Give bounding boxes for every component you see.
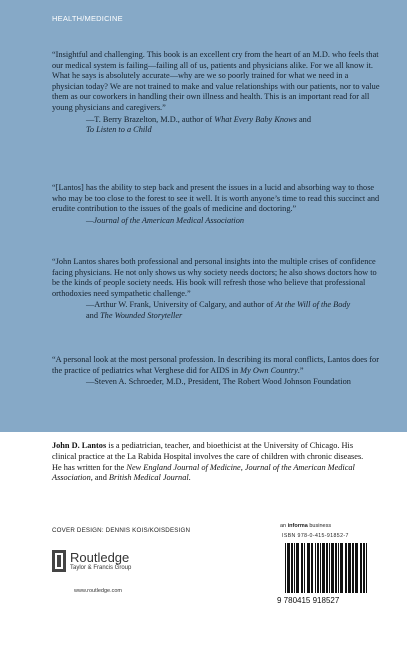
journal-name-2: Journal of the American Medical Association	[52, 462, 355, 483]
quote-text: “John Lantos shares both professional and personal insights into the multiple crises of confidence facing physicians. He not only shows us why society needs doctors; he also shows doctors how to be the kinds of people society needs. His book will refresh those who believe that professional orthodoxies need sympathetic challenge.”	[52, 257, 377, 298]
barcode-digits: 9 780415 918527	[277, 596, 340, 605]
bio-separator: , and	[90, 473, 109, 483]
barcode-bars	[285, 543, 367, 593]
barcode-bar	[317, 543, 319, 593]
quote-attribution: —Steven A. Schroeder, M.D., President, The Robert Wood Johnson Foundation	[86, 377, 351, 387]
cover-design-credit: COVER DESIGN: DENNIS KOIS/KOISDESIGN	[52, 527, 191, 534]
barcode-bar	[335, 543, 337, 593]
barcode-bar	[307, 543, 310, 593]
review-quote-3	[52, 257, 380, 322]
attribution-book-title: At the Will of the Body	[275, 300, 351, 310]
quote-text-main: “A personal look at the most personal profession. In describing its moral conflicts, Lantos does for the practice of pediatrics what Verghese did for AIDS in	[52, 355, 379, 375]
attribution-conjunction: and	[296, 114, 311, 124]
barcode-bar	[322, 543, 325, 593]
category-label: HEALTH/MEDICINE	[52, 14, 123, 23]
barcode-bar	[291, 543, 293, 593]
barcode-bar	[345, 543, 347, 593]
barcode-bar	[320, 543, 321, 593]
journal-name-3: British Medical Journal	[108, 473, 189, 483]
review-quote-1	[52, 50, 380, 136]
author-name: John D. Lantos	[52, 441, 107, 450]
quote-attribution	[52, 300, 380, 311]
barcode-bar	[285, 543, 286, 593]
barcode-bar	[348, 543, 351, 593]
attribution-book-title-2: The Wounded Storyteller	[100, 310, 183, 320]
quote-text: “Insightful and challenging. This book is an excellent cry from the heart of an M.D. who feels that our medical system is failing—failing all of us, patients and physicians alike. For we all know it. What he says is absolutely accurate—why are we so poorly trained for what we need in a physician today? We are not trained to make and value relationships with our patients, nor to value them as our coworkers in handling their own illness and health. This is an important read for all young physicians and caregivers.”	[52, 50, 380, 112]
barcode-bar	[340, 543, 343, 593]
quote-text: “[Lantos] has the ability to step back and present the issues in a lucid and absorbing way to those who may be too close to the forest to see it well. It is worth anyone’s time to read this succinct and erudite contribution to the issues of the goals of medicine and doctoring.”	[52, 183, 380, 214]
informa-business-label	[280, 523, 331, 529]
quote-attribution-line2	[52, 311, 380, 322]
bio-end: .	[188, 473, 191, 483]
barcode-bar	[294, 543, 295, 593]
barcode-bar	[363, 543, 365, 593]
review-quote-4	[52, 355, 380, 388]
routledge-logo-icon	[52, 550, 66, 572]
barcode-bar	[355, 543, 358, 593]
attribution-book-title-2: To Listen to a Child	[86, 125, 152, 135]
bio-separator: ,	[240, 462, 245, 472]
publisher-group: Taylor & Francis Group	[70, 564, 132, 571]
barcode-bar	[287, 543, 290, 593]
attribution-name: —T. Berry Brazelton, M.D., author of	[86, 114, 215, 124]
publisher-name: Routledge	[70, 549, 130, 565]
barcode-bar	[326, 543, 328, 593]
barcode-bar	[360, 543, 362, 593]
barcode-bar	[304, 543, 305, 593]
barcode-bar	[296, 543, 299, 593]
quote-text	[52, 355, 380, 376]
bio-text: is a pediatrician, teacher, and bioethicist at the University of Chicago. His clinical practice at the La Rabida Hospital involves the care of children with chronic diseases. He has written for the	[52, 441, 364, 472]
barcode-bar	[329, 543, 330, 593]
barcode-bar	[315, 543, 316, 593]
journal-name-1: New England Journal of Medicine	[126, 462, 241, 472]
attribution-conjunction: and	[86, 310, 101, 320]
isbn-barcode	[275, 543, 383, 605]
informa-name: informa	[287, 523, 308, 529]
barcode-bar	[331, 543, 334, 593]
barcode-bar	[352, 543, 354, 593]
informa-suffix: business	[307, 523, 332, 529]
publisher-name-block	[70, 551, 131, 572]
quote-text-end: .”	[297, 365, 304, 375]
barcode-bar	[311, 543, 313, 593]
barcode-bar	[338, 543, 339, 593]
publisher-logo	[52, 550, 131, 572]
attribution-journal: —Journal of the American Medical Association	[86, 215, 245, 225]
quote-attribution-line2	[52, 125, 380, 136]
quote-book-title: My Own Country	[240, 365, 298, 375]
isbn-number: ISBN 978-0-415-91852-7	[282, 533, 349, 539]
author-bio	[52, 441, 374, 484]
barcode-bar	[301, 543, 303, 593]
barcode-bar	[366, 543, 367, 593]
informa-prefix: an	[280, 523, 288, 529]
quote-attribution	[52, 216, 380, 227]
publisher-url: www.routledge.com	[74, 588, 122, 594]
quote-attribution	[52, 115, 380, 126]
attribution-name: —Arthur W. Frank, University of Calgary, and author of	[86, 300, 276, 310]
attribution-book-title: What Every Baby Knows	[214, 114, 297, 124]
review-quote-2	[52, 183, 380, 226]
